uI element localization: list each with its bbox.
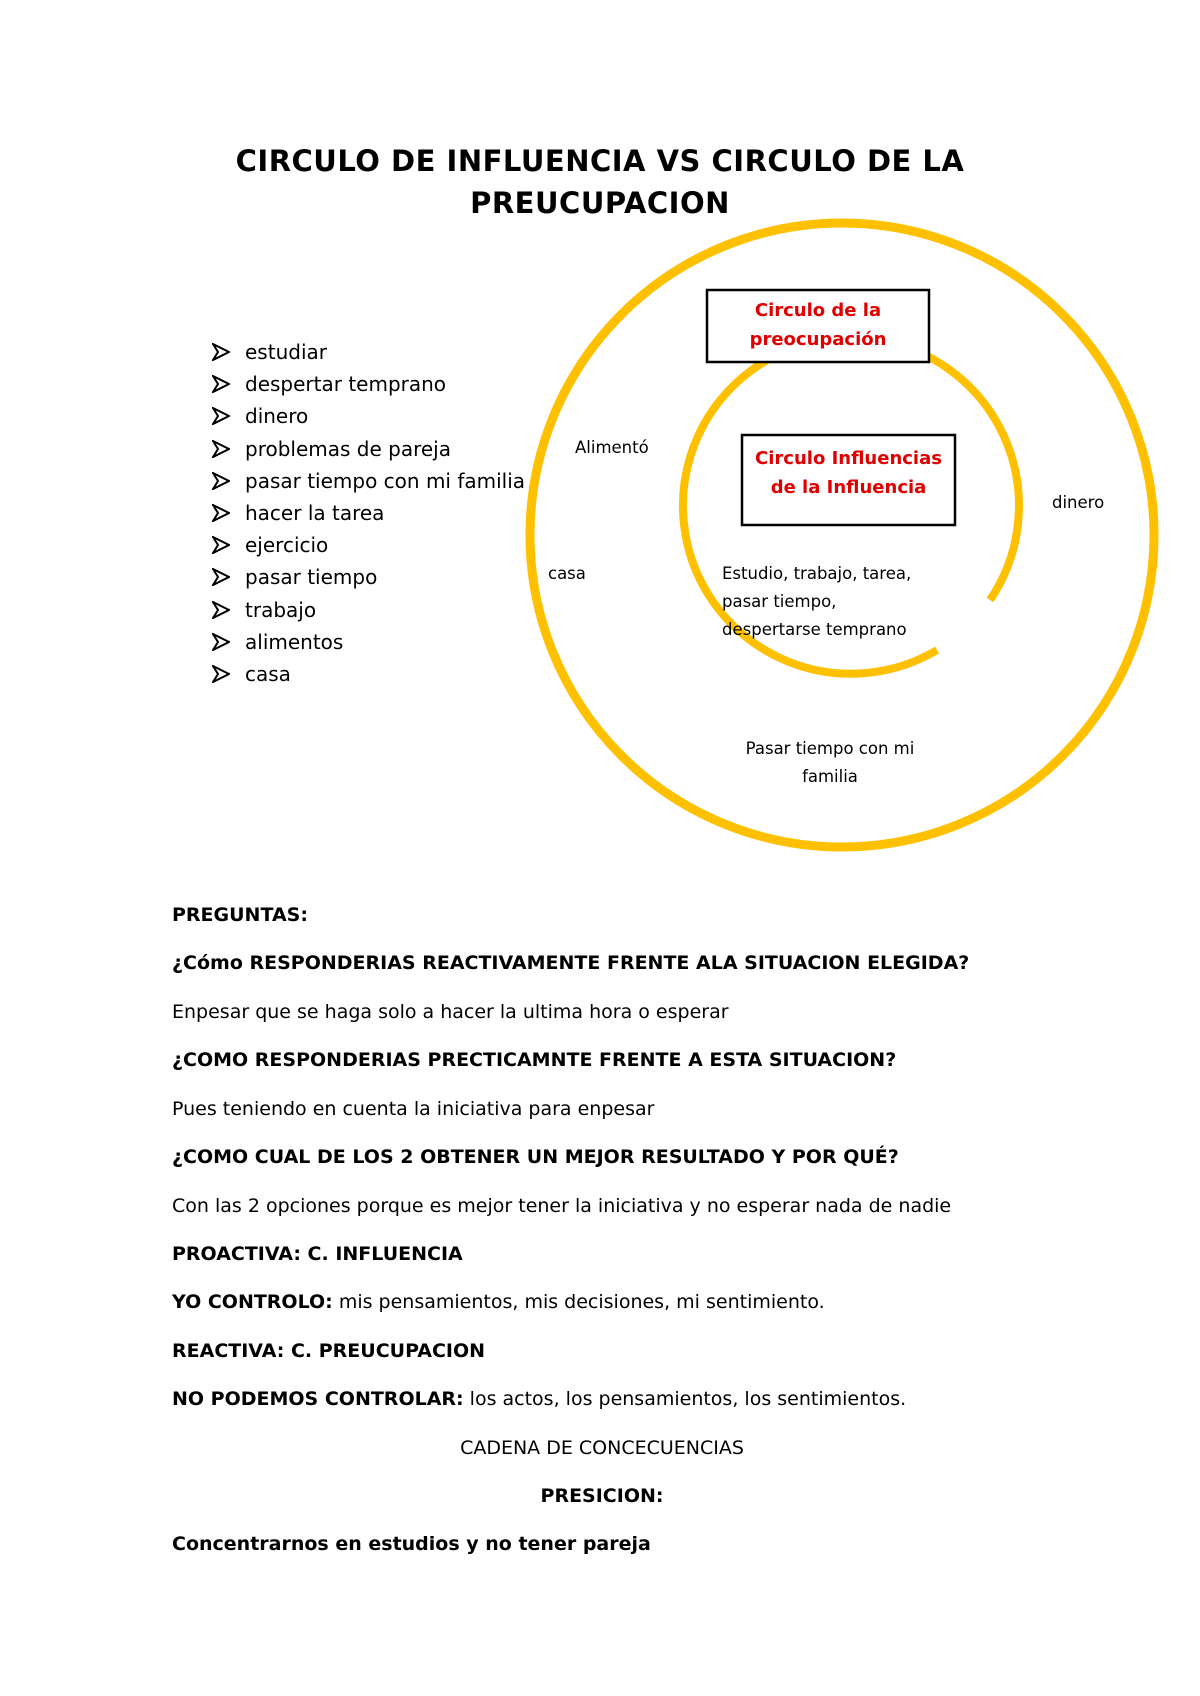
presicion-heading: PRESICION: bbox=[540, 1485, 664, 1507]
item-familia: Pasar tiempo con mi familia bbox=[745, 739, 915, 786]
item-casa: casa bbox=[548, 564, 586, 583]
question-3: ¿COMO CUAL DE LOS 2 OBTENER UN MEJOR RESULTADO Y POR QUÉ? bbox=[172, 1146, 899, 1168]
yo-controlo-line: YO CONTROLO: mis pensamientos, mis decisiones, mi sentimiento. bbox=[172, 1291, 825, 1313]
bullet-text: alimentos bbox=[245, 629, 344, 654]
bullet-text: trabajo bbox=[245, 597, 317, 622]
bullet-text: casa bbox=[245, 661, 291, 686]
bullet-text: dinero bbox=[245, 404, 309, 429]
bullet-text: problemas de pareja bbox=[245, 436, 451, 461]
page-title: CIRCULO DE INFLUENCIA VS CIRCULO DE LA PREUCUPACION bbox=[235, 144, 965, 220]
question-1: ¿Cómo RESPONDERIAS REACTIVAMENTE FRENTE ALA SITUACION ELEGIDA? bbox=[172, 952, 970, 974]
bullet-text: pasar tiempo bbox=[245, 565, 378, 590]
no-podemos-line: NO PODEMOS CONTROLAR: los actos, los pensamientos, los sentimientos. bbox=[172, 1388, 907, 1410]
proactiva-line: PROACTIVA: C. INFLUENCIA bbox=[172, 1243, 463, 1265]
inner-items: Estudio, trabajo, tarea, pasar tiempo, despertarse temprano bbox=[722, 564, 912, 639]
final-line: Concentrarnos en estudios y no tener pareja bbox=[172, 1533, 651, 1555]
bullet-text: estudiar bbox=[245, 340, 327, 364]
bullet-text: ejercicio bbox=[245, 533, 329, 558]
answer-1: Enpesar que se haga solo a hacer la ultima hora o esperar bbox=[172, 1001, 729, 1023]
item-dinero: dinero bbox=[1052, 493, 1105, 512]
question-2: ¿COMO RESPONDERIAS PRECTICAMNTE FRENTE A ESTA SITUACION? bbox=[172, 1049, 897, 1071]
answer-3: Con las 2 opciones porque es mejor tener la iniciativa y no esperar nada de nadie bbox=[172, 1195, 952, 1217]
inner-circle-label: Circulo Influencias de la Influencia bbox=[755, 448, 942, 498]
outer-circle-label: Circulo de la preocupación bbox=[749, 300, 887, 350]
item-alimento: Alimentó bbox=[575, 438, 649, 457]
bullet-text: pasar tiempo con mi familia bbox=[245, 468, 526, 493]
bullet-text: despertar temprano bbox=[245, 372, 447, 397]
answer-2: Pues teniendo en cuenta la iniciativa para enpesar bbox=[172, 1098, 655, 1120]
questions-heading: PREGUNTAS: bbox=[172, 904, 308, 926]
cadena-heading: CADENA DE CONCECUENCIAS bbox=[460, 1437, 744, 1459]
reactiva-line: REACTIVA: C. PREUCUPACION bbox=[172, 1340, 486, 1362]
bullet-text: hacer la tarea bbox=[245, 500, 385, 525]
